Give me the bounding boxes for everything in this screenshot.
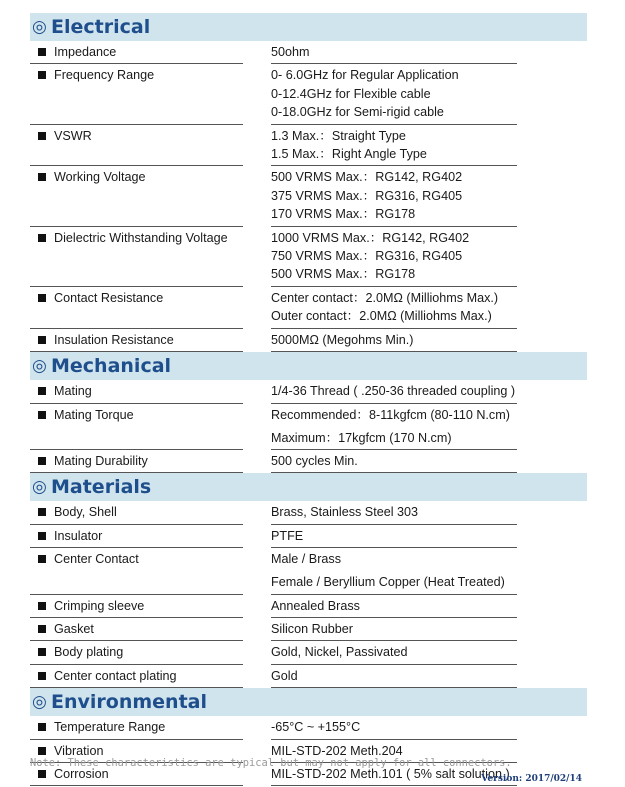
spec-row — [30, 450, 587, 473]
spec-value: 500 VRMS Max.：RG142, RG402 — [271, 170, 463, 185]
version-label: Version: 2017/02/14 — [481, 774, 582, 784]
spec-value-cell — [271, 227, 517, 287]
spec-value: 50ohm — [271, 45, 310, 59]
spec-label-cell — [30, 716, 243, 739]
spec-label: Temperature Range — [54, 720, 166, 735]
section-header-materials — [30, 473, 587, 501]
spec-value-cell — [271, 525, 517, 548]
spec-value-cell — [271, 641, 517, 664]
square-bullet-icon — [38, 294, 46, 302]
spec-value: MIL-STD-202 Meth.101 ( 5% salt solution ) — [271, 766, 510, 781]
spec-label-cell — [30, 64, 243, 124]
disclaimer-note: Note: These characteristics are typical but may not apply for all connectors. — [30, 757, 512, 769]
spec-value: Male / Brass — [271, 552, 341, 567]
spec-value-cell — [271, 380, 517, 403]
square-bullet-icon — [38, 555, 46, 563]
spec-value: Outer contact：2.0MΩ (Milliohms Max.) — [271, 309, 492, 324]
square-bullet-icon — [38, 770, 46, 778]
square-bullet-icon — [38, 132, 46, 140]
spec-value: Maximum：17kgfcm (170 N.cm) — [271, 430, 452, 445]
section-marker-icon: ◎ — [32, 17, 47, 37]
spec-value-cell — [271, 450, 517, 473]
spec-label: Vibration — [54, 743, 104, 758]
spec-row — [30, 166, 587, 226]
square-bullet-icon — [38, 457, 46, 465]
spec-value: 1.3 Max.：Straight Type — [271, 128, 406, 143]
spec-value-cell — [271, 125, 517, 167]
spec-value-cell — [271, 716, 517, 739]
spec-value: 1000 VRMS Max.：RG142, RG402 — [271, 230, 470, 245]
square-bullet-icon — [38, 234, 46, 242]
square-bullet-icon — [38, 648, 46, 656]
spec-row — [30, 595, 587, 618]
spec-row — [30, 501, 587, 524]
spec-label-cell — [30, 618, 243, 641]
square-bullet-icon — [38, 532, 46, 540]
spec-label: Frequency Range — [54, 68, 155, 83]
square-bullet-icon — [38, 602, 46, 610]
spec-value: 5000MΩ (Megohms Min.) — [271, 332, 414, 347]
spec-value-cell — [271, 665, 517, 688]
spec-label: Crimping sleeve — [54, 598, 145, 613]
spec-label-cell — [30, 641, 243, 664]
square-bullet-icon — [38, 625, 46, 633]
square-bullet-icon — [38, 411, 46, 419]
spec-label-cell — [30, 665, 243, 688]
spec-row — [30, 618, 587, 641]
spec-label: Impedance — [54, 45, 117, 59]
spec-value-cell — [271, 166, 517, 226]
spec-value: 375 VRMS Max.：RG316, RG405 — [271, 188, 463, 203]
square-bullet-icon — [38, 672, 46, 680]
spec-value: Center contact：2.0MΩ (Milliohms Max.) — [271, 290, 499, 305]
spec-label: VSWR — [54, 128, 92, 143]
spec-row — [30, 641, 587, 664]
square-bullet-icon — [38, 71, 46, 79]
spec-row — [30, 287, 587, 329]
spec-value: Recommended：8-11kgfcm (80-110 N.cm) — [271, 407, 510, 422]
square-bullet-icon — [38, 387, 46, 395]
spec-value: 500 cycles Min. — [271, 453, 358, 468]
spec-label-cell — [30, 450, 243, 473]
spec-value: MIL-STD-202 Meth.204 — [271, 743, 403, 758]
section-materials — [30, 501, 587, 688]
spec-sheet — [30, 13, 587, 786]
section-marker-icon: ◎ — [32, 356, 47, 377]
spec-label: Body, Shell — [54, 505, 117, 520]
spec-value: 1/4-36 Thread ( .250-36 threaded coupling ) — [271, 384, 516, 399]
section-title: Electrical — [51, 16, 151, 38]
spec-row — [30, 64, 587, 124]
spec-row — [30, 227, 587, 287]
spec-label: Insulator — [54, 528, 103, 543]
spec-row — [30, 716, 587, 739]
spec-row — [30, 41, 587, 64]
square-bullet-icon — [38, 508, 46, 516]
spec-value: Brass, Stainless Steel 303 — [271, 505, 419, 520]
spec-row — [30, 404, 587, 450]
spec-label-cell — [30, 166, 243, 226]
square-bullet-icon — [38, 173, 46, 181]
spec-label-cell — [30, 548, 243, 594]
section-mechanical — [30, 380, 587, 473]
section-electrical — [30, 41, 587, 352]
square-bullet-icon — [38, 48, 46, 56]
spec-label-cell — [30, 404, 243, 450]
spec-value: 750 VRMS Max.：RG316, RG405 — [271, 249, 463, 264]
spec-value: 0-12.4GHz for Flexible cable — [271, 86, 431, 101]
spec-value: Silicon Rubber — [271, 621, 353, 636]
spec-label-cell — [30, 525, 243, 548]
spec-label-cell — [30, 501, 243, 524]
spec-value-cell — [271, 41, 517, 64]
spec-value: Gold — [271, 668, 298, 683]
spec-value-cell — [271, 595, 517, 618]
spec-label-cell — [30, 125, 243, 167]
spec-label: Center contact plating — [54, 668, 177, 683]
spec-label-cell — [30, 227, 243, 287]
spec-value-cell — [271, 64, 517, 124]
section-title: Mechanical — [51, 355, 172, 378]
square-bullet-icon — [38, 723, 46, 731]
spec-label: Body plating — [54, 645, 124, 660]
spec-label-cell — [30, 380, 243, 403]
section-header-environmental — [30, 688, 587, 716]
spec-row — [30, 329, 587, 352]
spec-value-cell — [271, 501, 517, 524]
spec-label: Mating — [54, 384, 92, 399]
square-bullet-icon — [38, 336, 46, 344]
spec-value-cell — [271, 618, 517, 641]
spec-label: Mating Durability — [54, 453, 148, 468]
spec-row — [30, 548, 587, 594]
section-title: Environmental — [51, 691, 207, 714]
spec-row — [30, 380, 587, 403]
square-bullet-icon — [38, 747, 46, 755]
spec-value-cell — [271, 329, 517, 352]
spec-row — [30, 125, 587, 167]
section-header-electrical — [30, 13, 587, 41]
section-header-mechanical — [30, 352, 587, 380]
spec-value: PTFE — [271, 528, 304, 543]
spec-label-cell — [30, 287, 243, 329]
spec-value: 0- 6.0GHz for Regular Application — [271, 68, 459, 83]
spec-row — [30, 525, 587, 548]
spec-value-cell — [271, 404, 517, 450]
spec-value-cell — [271, 287, 517, 329]
spec-label: Mating Torque — [54, 407, 134, 422]
spec-label: Working Voltage — [54, 170, 146, 185]
spec-value-cell — [271, 548, 517, 594]
spec-label-cell — [30, 329, 243, 352]
spec-label: Gasket — [54, 621, 94, 636]
spec-label: Corrosion — [54, 766, 109, 781]
spec-row — [30, 665, 587, 688]
spec-label-cell — [30, 595, 243, 618]
spec-label: Dielectric Withstanding Voltage — [54, 230, 228, 245]
section-title: Materials — [51, 476, 152, 499]
spec-value: Annealed Brass — [271, 598, 360, 613]
spec-value: 500 VRMS Max.：RG178 — [271, 267, 416, 282]
spec-label-cell — [30, 41, 243, 64]
spec-value: Gold, Nickel, Passivated — [271, 645, 408, 660]
spec-value: 1.5 Max.：Right Angle Type — [271, 147, 427, 162]
spec-value: -65°C ~ +155°C — [271, 720, 361, 735]
spec-label: Contact Resistance — [54, 290, 164, 305]
spec-value: 0-18.0GHz for Semi-rigid cable — [271, 105, 444, 120]
section-marker-icon: ◎ — [32, 477, 47, 498]
spec-label: Insulation Resistance — [54, 332, 174, 347]
spec-value: 170 VRMS Max.：RG178 — [271, 207, 416, 222]
spec-value: Female / Beryllium Copper (Heat Treated) — [271, 575, 505, 590]
spec-label: Center Contact — [54, 552, 139, 567]
section-marker-icon: ◎ — [32, 692, 47, 713]
